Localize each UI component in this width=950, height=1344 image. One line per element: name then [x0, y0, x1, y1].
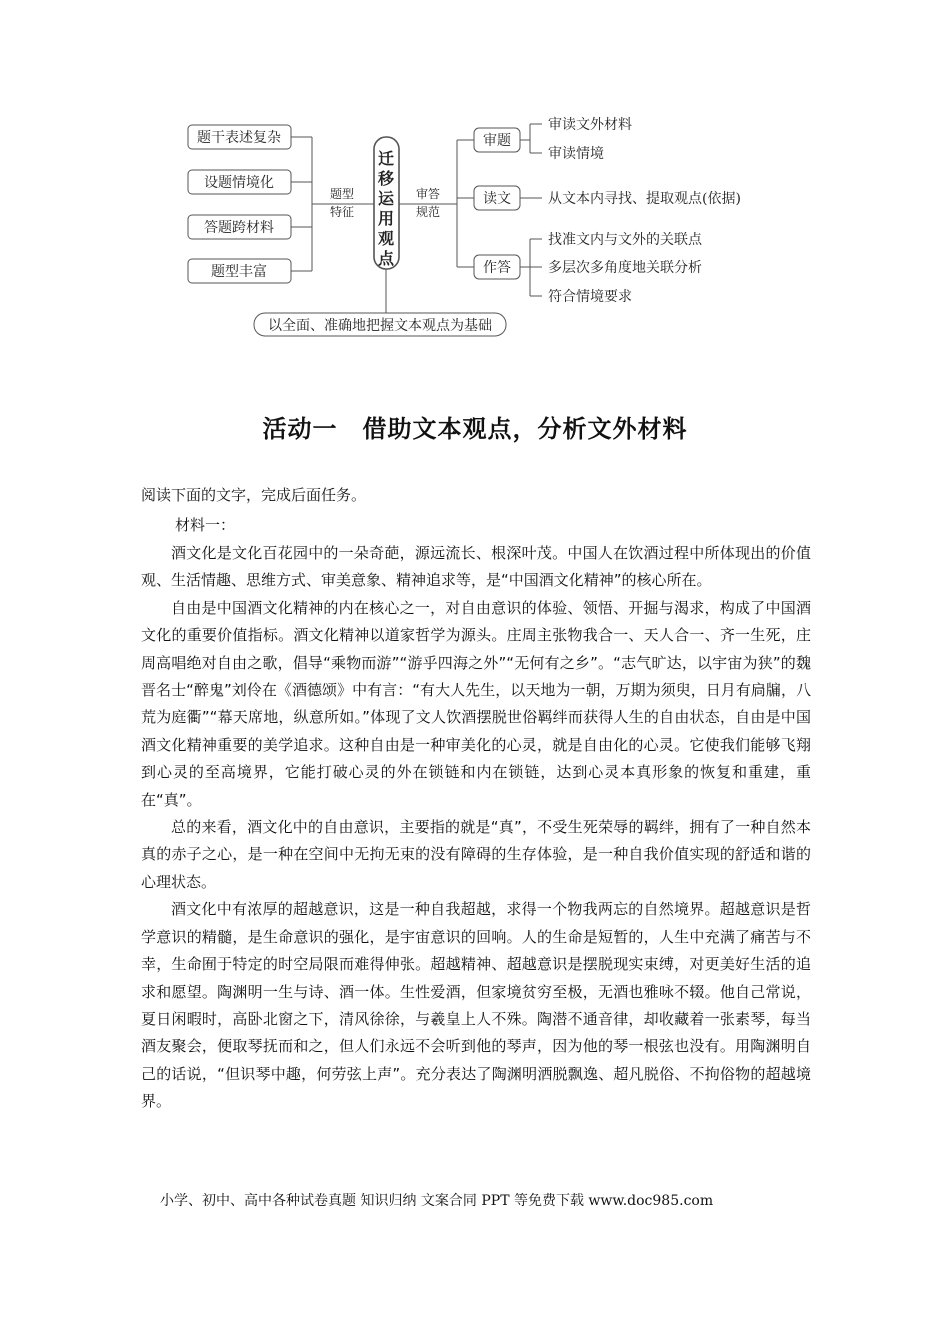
group-1-item-1: 审读文外材料: [548, 117, 632, 133]
center-title-char: 用: [377, 209, 395, 228]
center-title-char: 迁: [377, 149, 395, 168]
center-title-char: 点: [377, 249, 395, 268]
group-2-item-1: 从文本内寻找、提取观点(依据): [548, 191, 741, 207]
left-item-4: 题型丰富: [211, 264, 267, 280]
paragraph-3: 总的来看，酒文化中的自由意识，主要指的就是“真”，不受生死荣辱的羁绊，拥有了一种自然本真的赤子之心，是一种在空间中无拘无束的没有障碍的生存体验，是一种自我价值实现的舒适和谐的心理状态。: [141, 818, 811, 891]
mind-map-diagram: [0, 0, 950, 345]
instruction: 阅读下面的文字，完成后面任务。: [141, 486, 367, 504]
paragraph-2: 自由是中国酒文化精神的内在核心之一，对自由意识的体验、领悟、开掘与渴求，构成了中国酒文化的重要价值指标。酒文化精神以道家哲学为源头。庄周主张物我合一、天人合一、齐一生死，庄周高唱绝对自由之歌，倡导“乘物而游”“游乎四海之外”“无何有之乡”。“志气旷达，以宇宙为狭”的魏晋名士“醉鬼”刘伶在《酒德颂》中有言：“有大人先生，以天地为一朝，万期为须臾，日月有扃牖，八荒为庭衢”“幕天席地，纵意所如。”体现了文人饮酒摆脱世俗羁绊而获得人生的自由状态，自由是中国酒文化精神重要的美学追求。这种自由是一种审美化的心灵，就是自由化的心灵。它使我们能够飞翔到心灵的至高境界，它能打破心灵的外在锁链和内在锁链，达到心灵本真形象的恢复和重建，重在“真”。: [141, 598, 811, 809]
footer: 小学、初中、高中各种试卷真题 知识归纳 文案合同 PPT 等免费下载 www.doc985.com: [160, 1193, 714, 1209]
left-item-2: 设题情境化: [204, 175, 274, 191]
right-branch-label-2: 规范: [415, 205, 441, 219]
group-1-item-2: 审读情境: [548, 146, 604, 162]
group-3-item-1: 找准文内与文外的关联点: [548, 232, 702, 248]
paragraph-1: 酒文化是文化百花园中的一朵奇葩，源远流长、根深叶茂。中国人在饮酒过程中所体现出的价值观、生活情趣、思维方式、审美意象、精神追求等，是“中国酒文化精神”的核心所在。: [141, 544, 811, 590]
center-title-char: 移: [377, 169, 395, 188]
left-item-3: 答题跨材料: [204, 220, 274, 236]
activity-title: 活动一 借助文本观点，分析文外材料: [262, 415, 688, 443]
center-title-char: 运: [377, 189, 395, 208]
group-label-3: 作答: [483, 260, 511, 276]
material-label: 材料一：: [175, 516, 236, 534]
material-body: [141, 540, 811, 1116]
center-title-char: 观: [377, 229, 395, 248]
group-label-1: 审题: [483, 133, 511, 149]
left-branch-label-1: 题型: [329, 187, 355, 201]
left-item-1: 题干表述复杂: [197, 130, 281, 146]
group-3-item-3: 符合情境要求: [548, 289, 632, 305]
left-branch-label-2: 特征: [329, 205, 355, 219]
group-label-2: 读文: [483, 191, 511, 207]
bottom-text: 以全面、准确地把握文本观点为基础: [268, 318, 492, 334]
group-3-item-2: 多层次多角度地关联分析: [548, 260, 702, 276]
center-title: [377, 149, 395, 268]
paragraph-4: 酒文化中有浓厚的超越意识，这是一种自我超越，求得一个物我两忘的自然境界。超越意识是哲学意识的精髓，是生命意识的强化，是宇宙意识的回响。人的生命是短暂的，人生中充满了痛苦与不幸，生命囿于特定的时空局限而难得伸张。超越精神、超越意识是摆脱现实束缚，对更美好生活的追求和愿望。陶渊明一生与诗、酒一体。生性爱酒，但家境贫穷至极，无酒也雅咏不辍。他自己常说，夏日闲暇时，高卧北窗之下，清风徐徐，与羲皇上人不殊。陶潜不通音律，却收藏着一张素琴，每当酒友聚会，便取琴抚而和之，但人们永远不会听到他的琴声，因为他的琴一根弦也没有。用陶渊明自己的话说，“但识琴中趣，何劳弦上声”。充分表达了陶渊明洒脱飘逸、超凡脱俗、不拘俗物的超越境界。: [141, 900, 811, 1111]
right-branch-label-1: 审答: [415, 187, 441, 201]
